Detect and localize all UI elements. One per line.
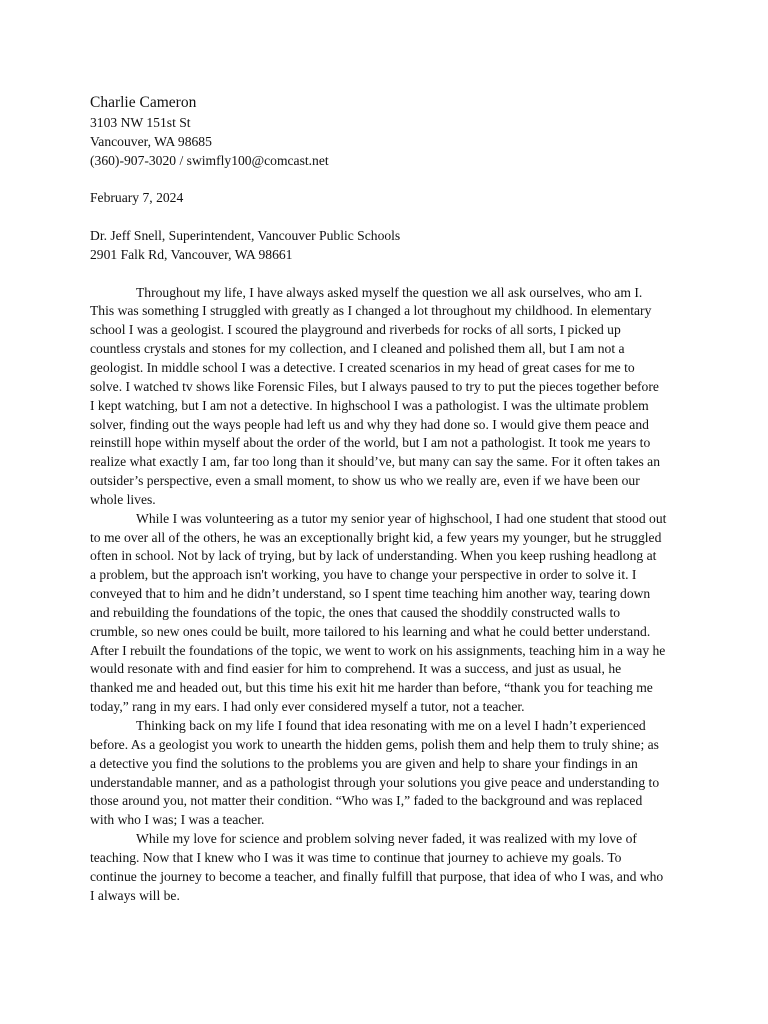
body-paragraph xyxy=(90,830,678,905)
sender-contact: (360)-907-3020 / swimfly100@comcast.net xyxy=(90,152,329,168)
paragraph-line: After I rebuilt the foundations of the topic, we went to work on his assignments, teaching him in a way he xyxy=(90,642,666,658)
paragraph-line: often in school. Not by lack of trying, but by lack of understanding. When you keep rushing headlong at xyxy=(90,548,657,564)
letter-body xyxy=(90,284,678,906)
paragraph-line: a problem, but the approach isn't working, you have to change your perspective in order to solve it. I xyxy=(90,567,637,583)
paragraph-line: geologist. In middle school I was a detective. I created scenarios in my head of great cases for me to xyxy=(90,359,635,375)
paragraph-line: reinstill hope within myself about the order of the world, but I am not a pathologist. It took me years to xyxy=(90,435,651,451)
paragraph-line: before. As a geologist you work to unearth the hidden gems, polish them and help them to truly shine; as xyxy=(90,736,659,752)
recipient-address: 2901 Falk Rd, Vancouver, WA 98661 xyxy=(90,246,293,262)
paragraph-line: outsider’s perspective, even a small moment, to show us who we really are, even if we have been our xyxy=(90,473,640,489)
paragraph-line: to me over all of the others, he was an exceptionally bright kid, a few years my younger, but he struggled xyxy=(90,529,662,545)
spacer xyxy=(90,265,678,284)
body-paragraph xyxy=(90,284,678,510)
letter-content xyxy=(90,92,678,905)
paragraph-line: solver, finding out the ways people had left us and why they had done so. I would give them peace and xyxy=(90,416,649,432)
sender-name: Charlie Cameron xyxy=(90,94,197,111)
paragraph-line: teaching. Now that I knew who I was it was time to continue that journey to achieve my goals. To xyxy=(90,849,622,865)
recipient-name-title: Dr. Jeff Snell, Superintendent, Vancouver Public Schools xyxy=(90,228,401,244)
recipient-block xyxy=(90,227,678,265)
paragraph-line: crumble, so new ones could be built, more tailored to his learning and what he could better understand. xyxy=(90,623,651,639)
letter-date: February 7, 2024 xyxy=(90,190,184,206)
paragraph-line: today,” rang in my ears. I had only ever considered myself a tutor, not a teacher. xyxy=(90,699,525,715)
body-paragraph xyxy=(90,717,678,830)
paragraph-line: Thinking back on my life I found that idea resonating with me on a level I hadn’t experienced xyxy=(136,718,646,733)
paragraph-line: and rebuilding the foundations of the topic, the ones that caused the shoddily constructed walls to xyxy=(90,604,621,620)
paragraph-line: school I was a geologist. I scoured the playground and riverbeds for rocks of all sorts, I picked up xyxy=(90,322,621,338)
paragraph-line: understandable manner, and as a pathologist through your solutions you give peace and understanding to xyxy=(90,774,660,790)
paragraph-line: I always will be. xyxy=(90,887,180,903)
paragraph-line: While my love for science and problem solving never faded, it was realized with my love of xyxy=(136,831,637,847)
sender-street: 3103 NW 151st St xyxy=(90,115,191,130)
paragraph-line: whole lives. xyxy=(90,491,156,507)
paragraph-line: with who I was; I was a teacher. xyxy=(90,812,265,828)
paragraph-line: countless crystals and stones for my collection, and I cleaned and polished them all, but I am not a xyxy=(90,341,625,357)
spacer xyxy=(90,208,678,227)
sender-block xyxy=(90,92,678,171)
paragraph-line: those around you, not matter their condition. “Who was I,” faded to the background and was replaced xyxy=(90,793,643,809)
sender-city: Vancouver, WA 98685 xyxy=(90,133,212,149)
paragraph-line: conveyed that to him and he didn’t understand, so I spent time teaching him another way, tearing down xyxy=(90,586,651,602)
paragraph-line: solve. I watched tv shows like Forensic Files, but I always paused to try to put the pieces together before xyxy=(90,378,659,394)
spacer xyxy=(90,171,678,190)
paragraph-line: While I was volunteering as a tutor my senior year of highschool, I had one student that stood out xyxy=(136,510,667,526)
paragraph-line: realize what exactly I am, far too long than it should’ve, but many can say the same. For it often takes an xyxy=(90,454,661,470)
paragraph-line: I kept watching, but I am not a detective. In highschool I was a pathologist. I was the ultimate problem xyxy=(90,397,649,413)
body-paragraph xyxy=(90,510,678,717)
paragraph-line: This was something I struggled with greatly as I changed a lot throughout my childhood. In elementary xyxy=(90,303,652,319)
paragraph-line: would resonate with and find easier for him to comprehend. It was a success, and just as usual, he xyxy=(90,661,622,677)
paragraph-line: a detective you find the solutions to the problems you are given and help to share your findings in an xyxy=(90,755,638,771)
paragraph-line: continue the journey to become a teacher, and finally fulfill that purpose, that idea of who I was, and who xyxy=(90,868,664,884)
paragraph-line: thanked me and headed out, but this time his exit hit me harder than before, “thank you for teaching me xyxy=(90,680,653,696)
paragraph-line: Throughout my life, I have always asked myself the question we all ask ourselves, who am I. xyxy=(136,284,643,300)
